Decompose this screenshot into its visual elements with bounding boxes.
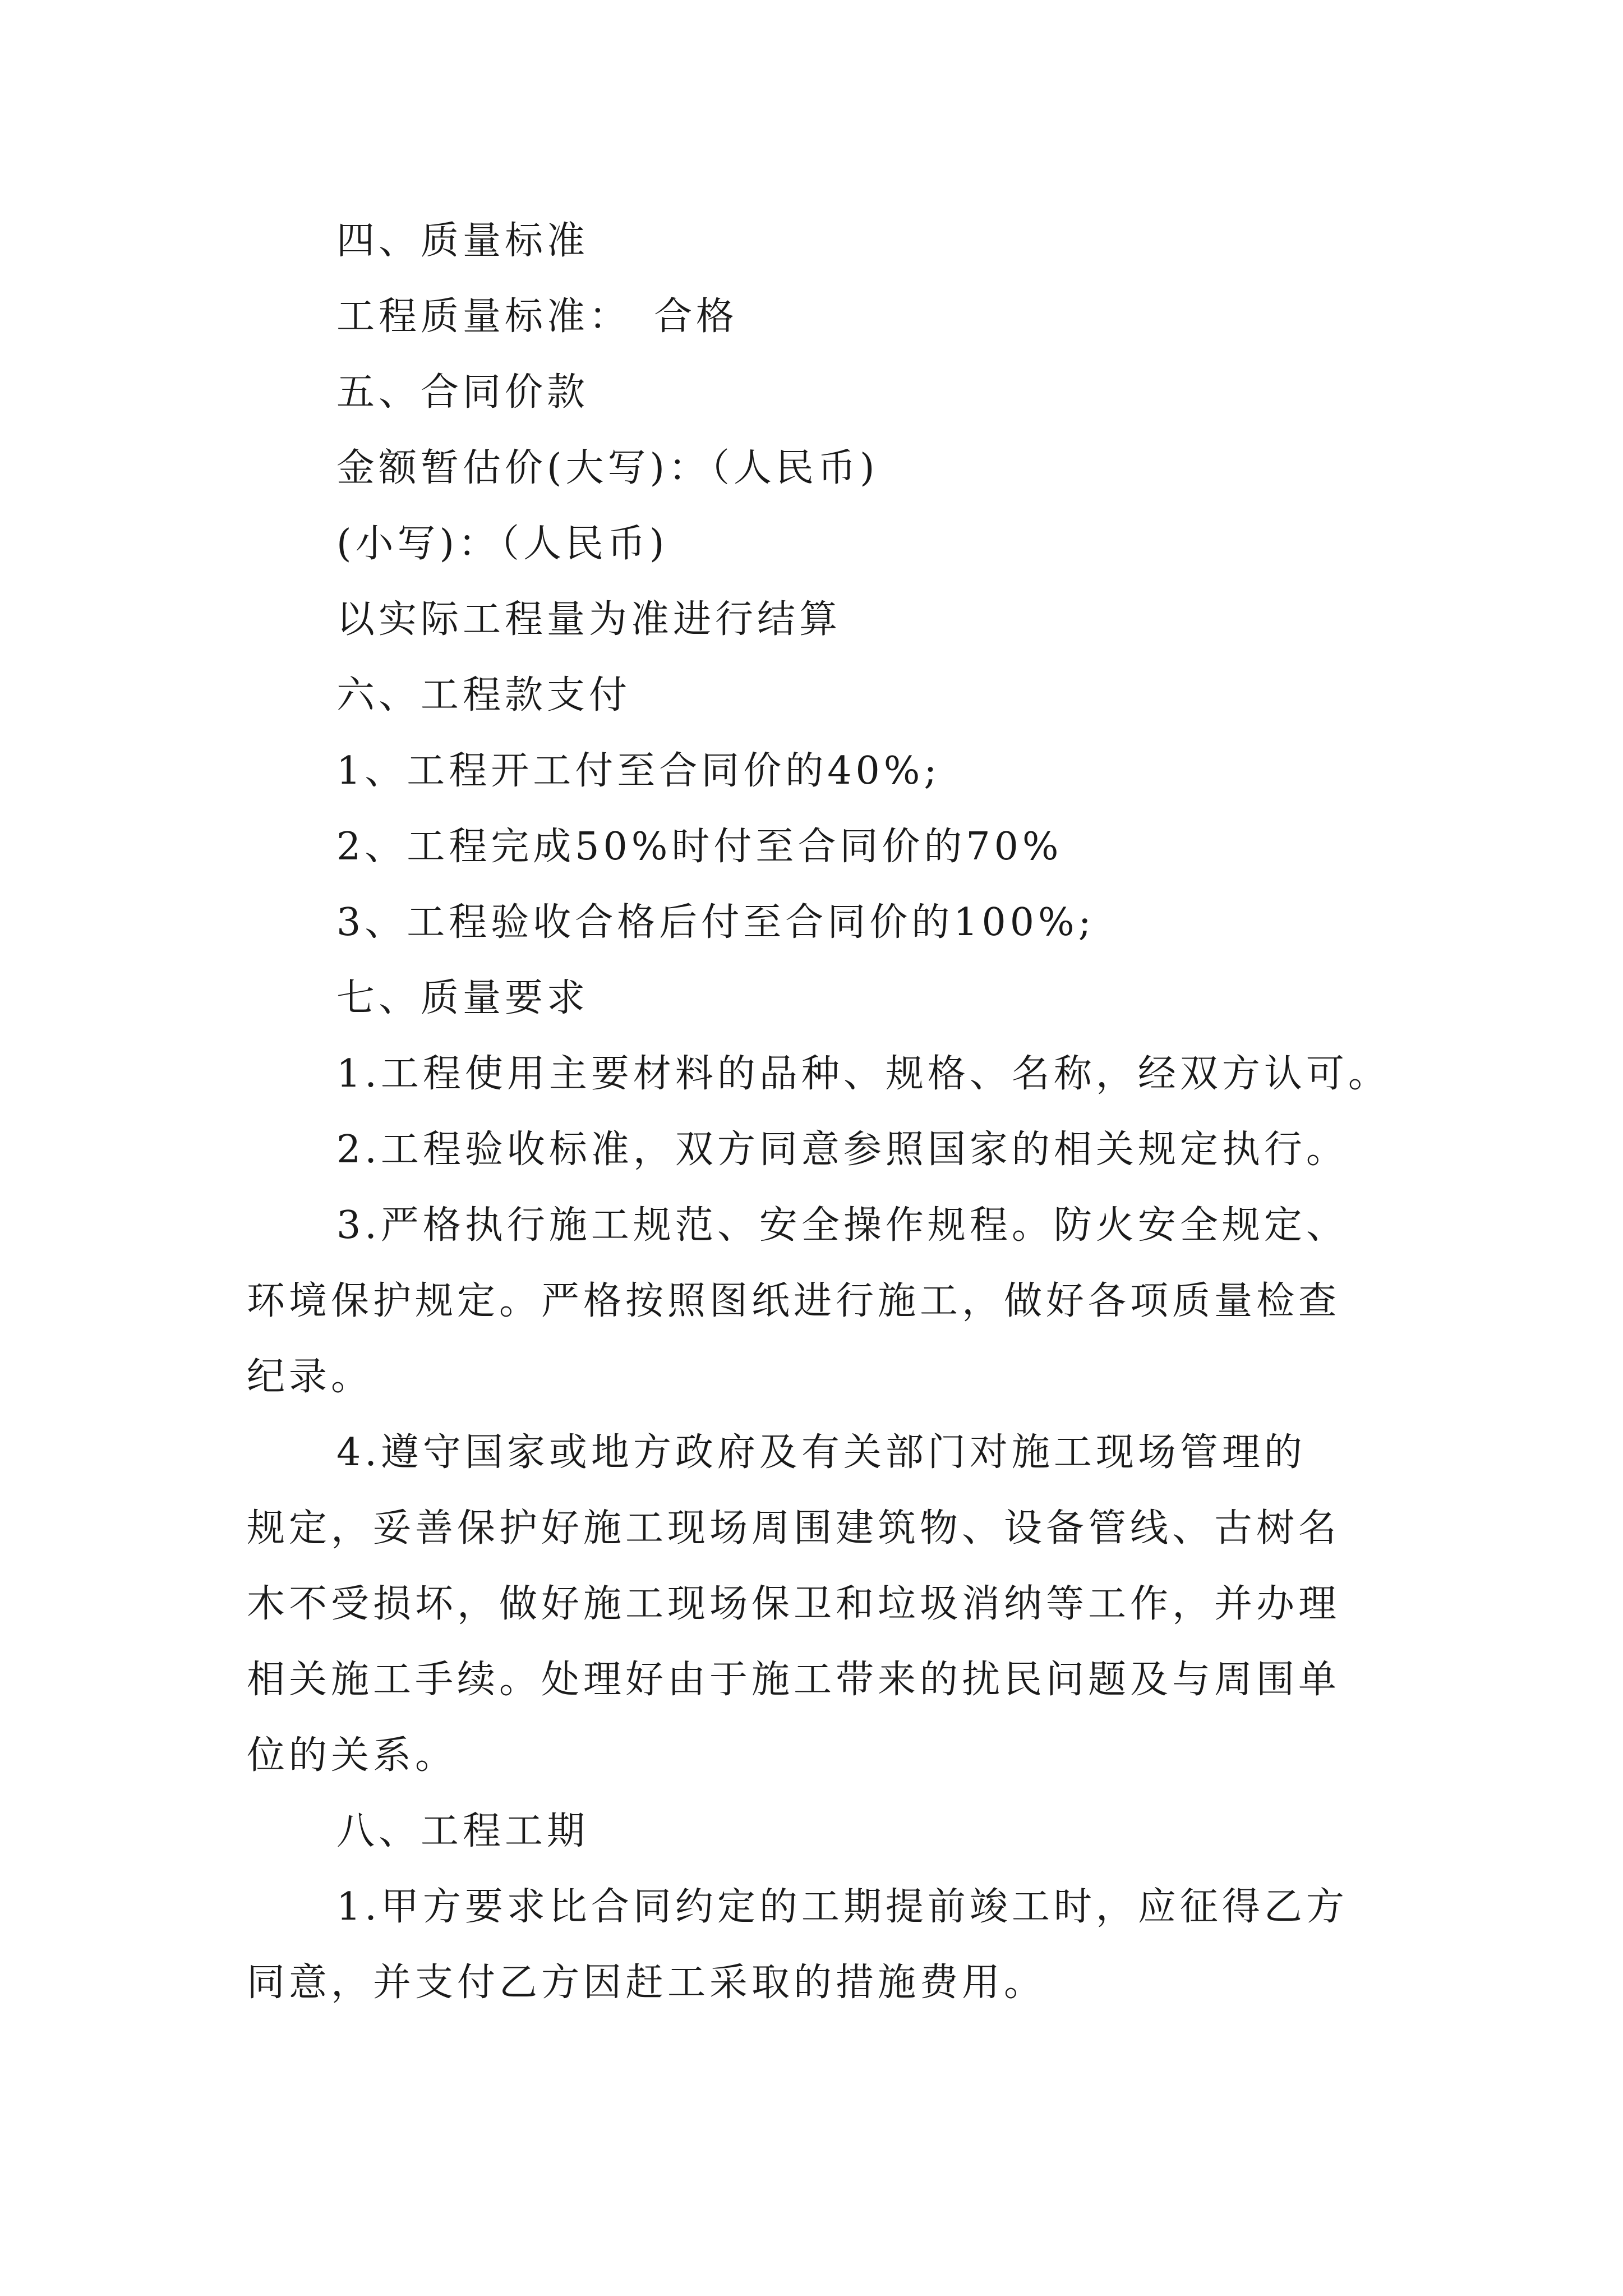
text-line: 1、工程开工付至合同价的40%; xyxy=(336,749,941,793)
text-line: 木不受损坏，做好施工现场保卫和垃圾消纳等工作，并办理 xyxy=(247,1582,1341,1626)
text-line: 4.遵守国家或地方政府及有关部门对施工现场管理的 xyxy=(336,1430,1306,1475)
text-line: 工程质量标准： 合格 xyxy=(336,295,739,339)
text-line: 3.严格执行施工规范、安全操作规程。防火安全规定、 xyxy=(336,1203,1348,1248)
text-line: 1.甲方要求比合同约定的工期提前竣工时，应征得乙方 xyxy=(336,1885,1348,1929)
text-line: (小写)：（人民币) xyxy=(336,522,668,566)
heading-quality-requirements: 七、质量要求 xyxy=(336,976,589,1020)
text-line: 位的关系。 xyxy=(247,1733,458,1778)
text-line: 相关施工手续。处理好由于施工带来的扰民问题及与周围单 xyxy=(247,1658,1341,1702)
heading-quality-standard: 四、质量标准 xyxy=(336,219,589,263)
text-line: 3、工程验收合格后付至合同价的100%; xyxy=(336,900,1095,945)
heading-payment: 六、工程款支付 xyxy=(336,673,631,717)
text-line: 纪录。 xyxy=(247,1355,374,1399)
text-line: 2、工程完成50%时付至合同价的70% xyxy=(336,825,1063,869)
text-line: 2.工程验收标准，双方同意参照国家的相关规定执行。 xyxy=(336,1128,1348,1172)
text-line: 金额暂估价(大写)：（人民币) xyxy=(336,446,879,490)
heading-schedule: 八、工程工期 xyxy=(336,1809,589,1853)
text-line: 以实际工程量为准进行结算 xyxy=(336,597,842,642)
text-line: 规定，妥善保护好施工现场周围建筑物、设备管线、古树名 xyxy=(247,1506,1341,1550)
heading-contract-price: 五、合同价款 xyxy=(336,370,589,415)
text-line: 环境保护规定。严格按照图纸进行施工，做好各项质量检查 xyxy=(247,1279,1341,1323)
text-line: 1.工程使用主要材料的品种、规格、名称，经双方认可。 xyxy=(336,1052,1390,1096)
text-line: 同意，并支付乙方因赶工采取的措施费用。 xyxy=(247,1961,1046,2005)
